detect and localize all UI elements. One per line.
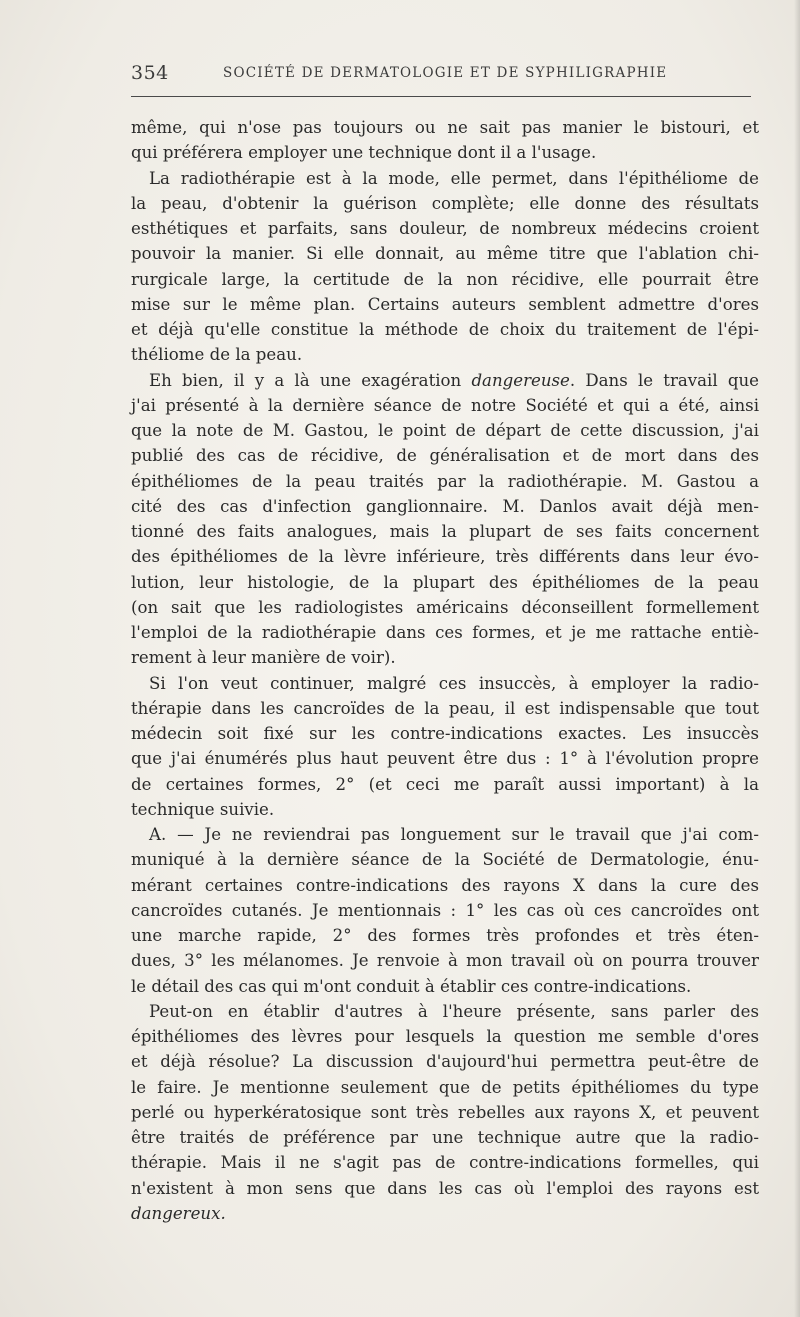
text-line: théliome de la peau. bbox=[131, 345, 303, 365]
text-line: perlé ou hyperkératosique sont très rebelles aux rayons X, et peuvent bbox=[131, 1102, 759, 1122]
text-line: thérapie dans les cancroïdes de la peau, il est indispensable que tout bbox=[131, 698, 759, 718]
paragraph-3 bbox=[131, 368, 759, 671]
page-header bbox=[131, 60, 751, 94]
text-line bbox=[131, 368, 759, 393]
text-line: que j'ai énumérés plus haut peuvent être dus : 1° à l'évolution propre bbox=[131, 749, 759, 769]
text-line: j'ai présenté à la dernière séance de notre Société et qui a été, ainsi bbox=[131, 395, 759, 415]
paragraph-1 bbox=[131, 115, 759, 166]
running-title: SOCIÉTÉ DE DERMATOLOGIE ET DE SYPHILIGRAPHIE bbox=[223, 65, 668, 81]
body-text bbox=[131, 115, 759, 1226]
text-line: dues, 3° les mélanomes. Je renvoie à mon travail où on pourra trouver bbox=[131, 951, 759, 971]
text-line: cité des cas d'infection ganglionnaire. M. Danlos avait déjà men- bbox=[131, 496, 759, 516]
text-line: épithéliomes des lèvres pour lesquels la question me semble d'ores bbox=[131, 1027, 759, 1046]
text-line: technique suivie. bbox=[131, 799, 275, 819]
text-line: rement à leur manière de voir). bbox=[131, 648, 396, 668]
text-line: pouvoir la manier. Si elle donnait, au même titre que l'ablation chi- bbox=[131, 244, 759, 264]
paragraph-6 bbox=[131, 999, 759, 1226]
text-line: La radiothérapie est à la mode, elle permet, dans l'épithéliome de bbox=[149, 168, 759, 188]
text-line: Peut-on en établir d'autres à l'heure présente, sans parler des bbox=[149, 1001, 759, 1021]
text-line: des épithéliomes de la lèvre inférieure, très différents dans leur évo- bbox=[131, 547, 759, 567]
text-line: muniqué à la dernière séance de la Société de Dermatologie, énu- bbox=[131, 850, 759, 870]
paragraph-4 bbox=[131, 671, 759, 823]
text-line: tionné des faits analogues, mais la plupart de ses faits concernent bbox=[131, 522, 759, 541]
text-line: même, qui n'ose pas toujours ou ne sait pas manier le bistouri, et bbox=[131, 118, 759, 137]
italic-emphasis: dangereuse bbox=[471, 370, 570, 390]
text-run: Eh bien, il y a là une exagération bbox=[149, 370, 472, 390]
text-line: thérapie. Mais il ne s'agit pas de contre-indications formelles, qui bbox=[131, 1153, 759, 1173]
paragraph-2 bbox=[131, 166, 759, 368]
italic-emphasis: dangereux. bbox=[131, 1203, 226, 1223]
text-line: lution, leur histologie, de la plupart des épithéliomes de la peau bbox=[131, 572, 759, 592]
text-line: être traités de préférence par une technique autre que la radio- bbox=[131, 1128, 759, 1147]
text-line: le détail des cas qui m'ont conduit à établir ces contre-indications. bbox=[131, 976, 692, 996]
paragraph-5 bbox=[131, 822, 759, 999]
header-rule bbox=[131, 96, 751, 97]
text-line: mérant certaines contre-indications des rayons X dans la cure des bbox=[131, 875, 759, 895]
page-number: 354 bbox=[131, 62, 169, 84]
text-line: le faire. Je mentionne seulement que de petits épithéliomes du type bbox=[131, 1077, 759, 1097]
text-line: qui préférera employer une technique dont il a l'usage. bbox=[131, 143, 597, 163]
text-run: . Dans le travail que bbox=[569, 370, 759, 390]
text-line: médecin soit fixé sur les contre-indications exactes. Les insuccès bbox=[131, 724, 759, 743]
text-line: rurgicale large, la certitude de la non récidive, elle pourrait être bbox=[131, 269, 759, 289]
text-line: l'emploi de la radiothérapie dans ces formes, et je me rattache entiè- bbox=[131, 623, 759, 642]
text-line: de certaines formes, 2° (et ceci me paraît aussi important) à la bbox=[131, 774, 759, 794]
text-line: épithéliomes de la peau traités par la radiothérapie. M. Gastou a bbox=[131, 471, 759, 491]
text-line: Si l'on veut continuer, malgré ces insuccès, à employer la radio- bbox=[149, 673, 759, 693]
text-line: que la note de M. Gastou, le point de départ de cette discussion, j'ai bbox=[131, 421, 759, 440]
text-line: et déjà résolue? La discussion d'aujourd'hui permettra peut-être de bbox=[131, 1052, 759, 1072]
text-line: (on sait que les radiologistes américains déconseillent formellement bbox=[131, 597, 759, 617]
text-line: publié des cas de récidive, de généralisation et de mort dans des bbox=[131, 446, 759, 466]
page-edge-shadow bbox=[794, 0, 800, 1317]
text-line: la peau, d'obtenir la guérison complète; elle donne des résultats bbox=[131, 193, 759, 213]
text-line: esthétiques et parfaits, sans douleur, de nombreux médecins croient bbox=[131, 219, 759, 238]
text-line: et déjà qu'elle constitue la méthode de choix du traitement de l'épi- bbox=[131, 320, 759, 339]
text-line: cancroïdes cutanés. Je mentionnais : 1° les cas où ces cancroïdes ont bbox=[131, 900, 759, 920]
text-line: mise sur le même plan. Certains auteurs semblent admettre d'ores bbox=[131, 294, 759, 314]
text-line: A. — Je ne reviendrai pas longuement sur le travail que j'ai com- bbox=[149, 825, 759, 844]
text-line: n'existent à mon sens que dans les cas où l'emploi des rayons est bbox=[131, 1178, 759, 1198]
text-line: une marche rapide, 2° des formes très profondes et très éten- bbox=[131, 926, 759, 945]
